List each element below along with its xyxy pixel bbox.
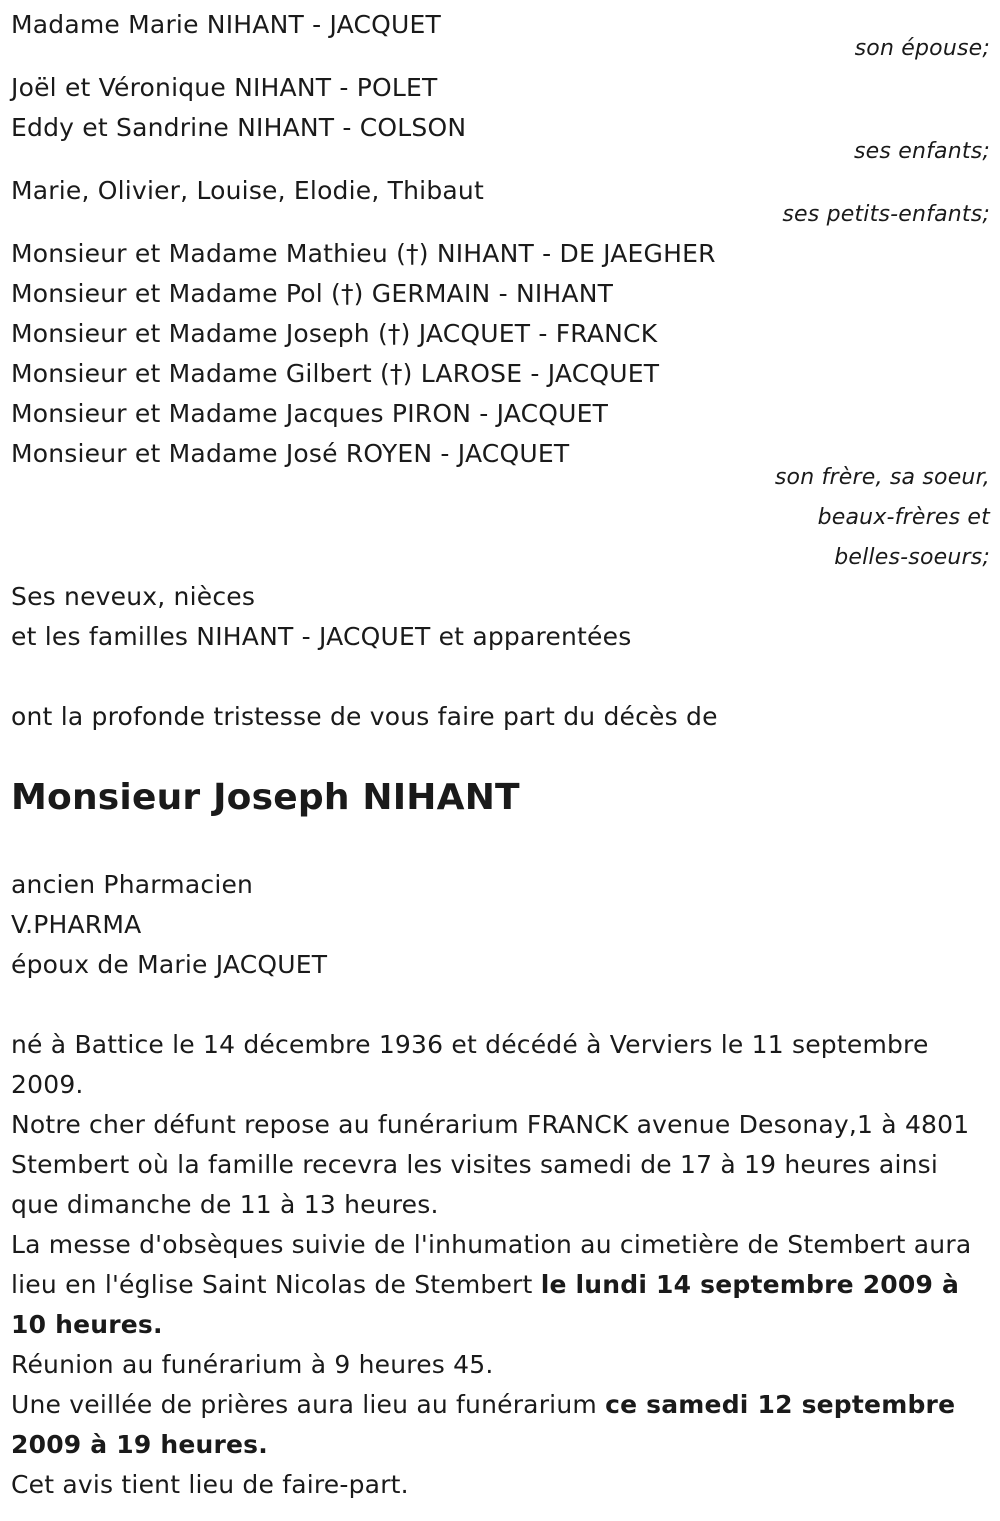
sibling-name: Monsieur et Madame Jacques PIRON - JACQUET: [11, 399, 609, 428]
sibling-name: Monsieur et Madame Joseph (†) JACQUET - FRANCK: [11, 319, 658, 348]
child-name: Eddy et Sandrine NIHANT - COLSON: [11, 113, 467, 142]
sibling-name: Monsieur et Madame José ROYEN - JACQUET: [11, 439, 570, 468]
meeting-paragraph: Réunion au funérarium à 9 heures 45.: [11, 1350, 494, 1379]
deceased-name: Monsieur Joseph NIHANT: [11, 777, 520, 818]
closing-paragraph: Cet avis tient lieu de faire-part.: [11, 1470, 409, 1499]
birth-death-paragraph: né à Battice le 14 décembre 1936 et décédé à Verviers le 11 septembre 2009.: [11, 1030, 929, 1099]
sibling-name: Monsieur et Madame Mathieu (†) NIHANT - DE JAEGHER: [11, 239, 716, 268]
grandchildren-names: Marie, Olivier, Louise, Elodie, Thibaut: [11, 176, 484, 205]
deceased-details: [11, 865, 991, 985]
children-group: [11, 68, 991, 148]
grandchildren-role: ses petits-enfants;: [782, 202, 990, 227]
detail-line: ancien Pharmacien: [11, 870, 254, 899]
announcement-block: [11, 697, 991, 737]
detail-line: époux de Marie JACQUET: [11, 950, 328, 979]
others-line: et les familles NIHANT - JACQUET et apparentées: [11, 622, 632, 651]
vigil-date: ce samedi 12 septembre 2009 à 19 heures.: [11, 1390, 956, 1459]
siblings-role-line: belles-soeurs;: [834, 545, 990, 570]
detail-line: V.PHARMA: [11, 910, 142, 939]
spouse-group: [11, 5, 991, 45]
sibling-name: Monsieur et Madame Gilbert (†) LAROSE - JACQUET: [11, 359, 660, 388]
funeral-paragraph: [11, 1225, 976, 1345]
repose-paragraph: Notre cher défunt repose au funérarium FRANCK avenue Desonay,1 à 4801 Stembert où la famille recevra les visites samedi de 17 à 19 heures ainsi que dimanche de 11 à 13 heures.: [11, 1110, 970, 1219]
funeral-text: La messe d'obsèques suivie de l'inhumation au cimetière de Stembert aura lieu en l'église Saint Nicolas de Stembert: [11, 1230, 972, 1299]
sibling-name: Monsieur et Madame Pol (†) GERMAIN - NIHANT: [11, 279, 614, 308]
siblings-group: [11, 234, 991, 474]
others-group: [11, 577, 991, 657]
spouse-name: Madame Marie NIHANT - JACQUET: [11, 10, 441, 39]
siblings-role-line: beaux-frères et: [817, 505, 990, 530]
children-role: ses enfants;: [853, 139, 990, 164]
body-text: [11, 1025, 976, 1505]
funeral-date: le lundi 14 septembre 2009 à 10 heures.: [11, 1270, 960, 1339]
vigil-text: Une veillée de prières aura lieu au funérarium: [11, 1390, 606, 1419]
vigil-paragraph: [11, 1385, 976, 1465]
siblings-role-line: son frère, sa soeur,: [774, 465, 990, 490]
others-line: Ses neveux, nièces: [11, 582, 256, 611]
child-name: Joël et Véronique NIHANT - POLET: [11, 73, 438, 102]
announcement-text: ont la profonde tristesse de vous faire part du décès de: [11, 702, 718, 731]
deceased-block: [11, 773, 991, 823]
spouse-role: son épouse;: [854, 36, 990, 61]
